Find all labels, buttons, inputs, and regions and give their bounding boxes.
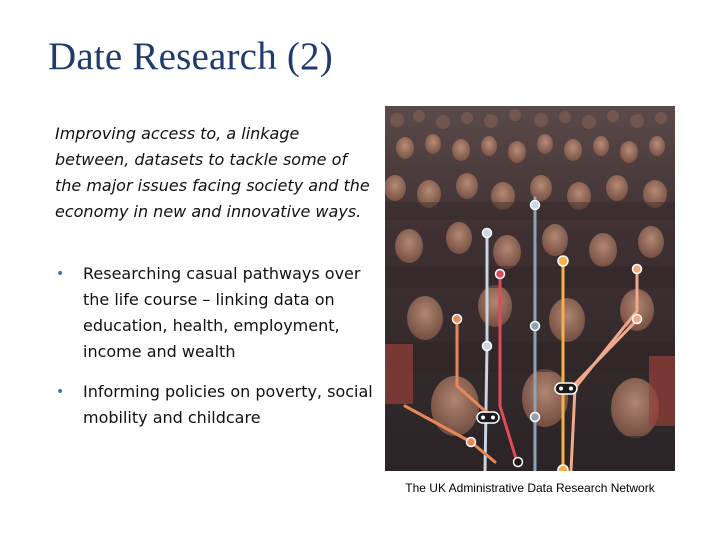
crowd-network-image — [385, 106, 675, 471]
bullet-list — [56, 261, 376, 431]
image-caption: The UK Administrative Data Research Network — [405, 481, 655, 495]
slide-title: Date Research (2) — [48, 35, 333, 78]
bullet-item — [56, 379, 376, 431]
bullet-text: Informing policies on poverty, social mobility and childcare — [83, 382, 373, 427]
intro-text: Improving access to, a linkage between, datasets to tackle some of the major issues facing society and the economy in new and innovative ways. — [55, 124, 370, 221]
bullet-item — [56, 261, 376, 365]
bullet-text: Researching casual pathways over the life course – linking data on education, health, employment, income and wealth — [83, 264, 361, 361]
bullet-icon: • — [56, 266, 65, 282]
bullet-icon: • — [56, 384, 65, 400]
